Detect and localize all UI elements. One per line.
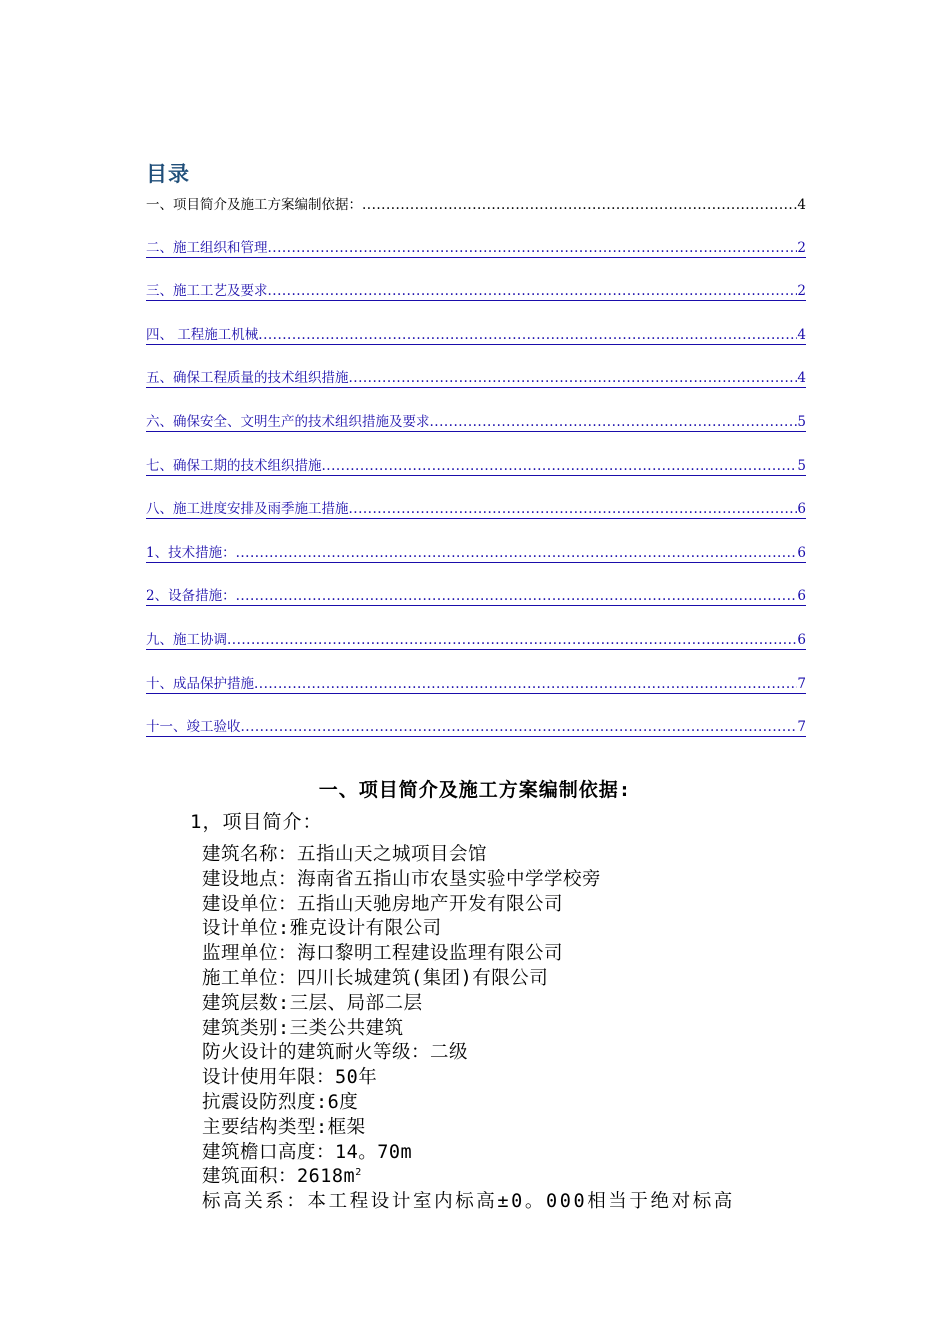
detail-category: 建筑类别:三类公共建筑 [202, 1017, 404, 1039]
toc-leader [236, 587, 798, 606]
toc-entry-text: 1、技术措施： [146, 544, 236, 561]
floor-area-text: 建筑面积：2618m [202, 1166, 356, 1188]
toc-leader [322, 457, 798, 476]
toc-entry-text: 二、施工组织和管理 [146, 239, 268, 256]
toc-leader [430, 413, 798, 432]
toc-entry-text: 九、施工协调 [146, 632, 227, 648]
toc-leader [268, 239, 798, 258]
toc-leader [258, 326, 797, 345]
toc-leader [227, 631, 797, 650]
toc-entry-3[interactable] [146, 279, 806, 301]
sub-heading: 1，项目简介： [190, 811, 323, 833]
toc-page-number: 5 [797, 414, 806, 430]
toc-entry-text: 五、确保工程质量的技术组织措施 [146, 370, 349, 387]
toc-page-number: 6 [797, 588, 806, 605]
toc-leader [268, 282, 798, 301]
toc-entry-11[interactable] [146, 628, 806, 650]
toc-entry-text: 三、施工工艺及要求 [146, 283, 268, 300]
toc-entry-5[interactable] [146, 366, 806, 388]
toc-entry-12[interactable] [146, 672, 806, 694]
toc-leader [254, 675, 797, 694]
toc-entry-13[interactable] [146, 715, 806, 737]
toc-page-number: 4 [797, 326, 806, 343]
detail-contractor: 施工单位：四川长城建筑(集团)有限公司 [202, 967, 549, 989]
detail-supervisor: 监理单位：海口黎明工程建设监理有限公司 [202, 943, 564, 965]
toc-entry-text: 六、确保安全、文明生产的技术组织措施及要求 [146, 414, 430, 430]
toc-page-number: 6 [797, 632, 806, 648]
toc-title: 目录 [146, 162, 190, 186]
detail-seismic: 抗震设防烈度:6度 [202, 1091, 359, 1113]
toc-leader [362, 196, 797, 214]
toc-entry-text: 八、施工进度安排及雨季施工措施 [146, 501, 349, 518]
detail-eave-height: 建筑檐口高度：14。70m [202, 1141, 413, 1163]
detail-fire-rating: 防火设计的建筑耐火等级：二级 [202, 1042, 469, 1064]
toc-entry-1[interactable] [146, 192, 806, 214]
detail-floor-area [202, 1165, 822, 1190]
toc-entry-2[interactable] [146, 236, 806, 258]
toc-page-number: 7 [797, 719, 806, 736]
toc-entry-text: 2、设备措施： [146, 588, 236, 605]
toc-entry-10[interactable] [146, 584, 806, 606]
project-details [202, 843, 822, 1215]
detail-building-name: 建筑名称：五指山天之城项目会馆 [202, 844, 488, 865]
toc-entry-8[interactable] [146, 497, 806, 519]
toc-leader [349, 500, 798, 519]
toc-entry-text: 十、成品保护措施 [146, 675, 254, 692]
toc-entry-text: 四、 工程施工机械 [146, 326, 259, 343]
toc-entry-text: 十一、竣工验收 [146, 719, 241, 736]
toc-leader [349, 369, 798, 388]
toc-entry-6[interactable] [146, 410, 806, 432]
toc-page-number: 4 [797, 197, 806, 213]
toc-page-number: 5 [797, 457, 806, 474]
toc-page-number: 7 [797, 675, 806, 692]
toc-entry-7[interactable] [146, 454, 806, 476]
toc-page-number: 2 [797, 283, 806, 300]
detail-floors: 建筑层数:三层、局部二层 [202, 992, 423, 1014]
toc-leader [236, 544, 798, 563]
section-heading: 一、项目简介及施工方案编制依据: [318, 779, 632, 801]
detail-designer: 设计单位:雅克设计有限公司 [202, 918, 442, 940]
toc-leader [241, 718, 798, 737]
detail-location: 建设地点：海南省五指山市农垦实验中学学校旁 [202, 868, 602, 890]
area-unit-superscript: 2 [355, 1167, 362, 1179]
detail-elevation: 标高关系：本工程设计室内标高±0。000相当于绝对标高 [202, 1191, 735, 1213]
toc-page-number: 4 [797, 370, 806, 387]
toc-page-number: 2 [797, 239, 806, 256]
toc-entry-4[interactable] [146, 323, 806, 345]
toc-entry-text: 七、确保工期的技术组织措施 [146, 457, 322, 474]
toc-page-number: 6 [797, 544, 806, 561]
toc-entry-text: 一、项目简介及施工方案编制依据： [146, 197, 362, 213]
detail-owner: 建设单位：五指山天驰房地产开发有限公司 [202, 893, 564, 915]
detail-structure: 主要结构类型:框架 [202, 1116, 366, 1138]
toc-entry-9[interactable] [146, 541, 806, 563]
toc-page-number: 6 [797, 501, 806, 518]
detail-service-life: 设计使用年限：50年 [202, 1067, 378, 1089]
